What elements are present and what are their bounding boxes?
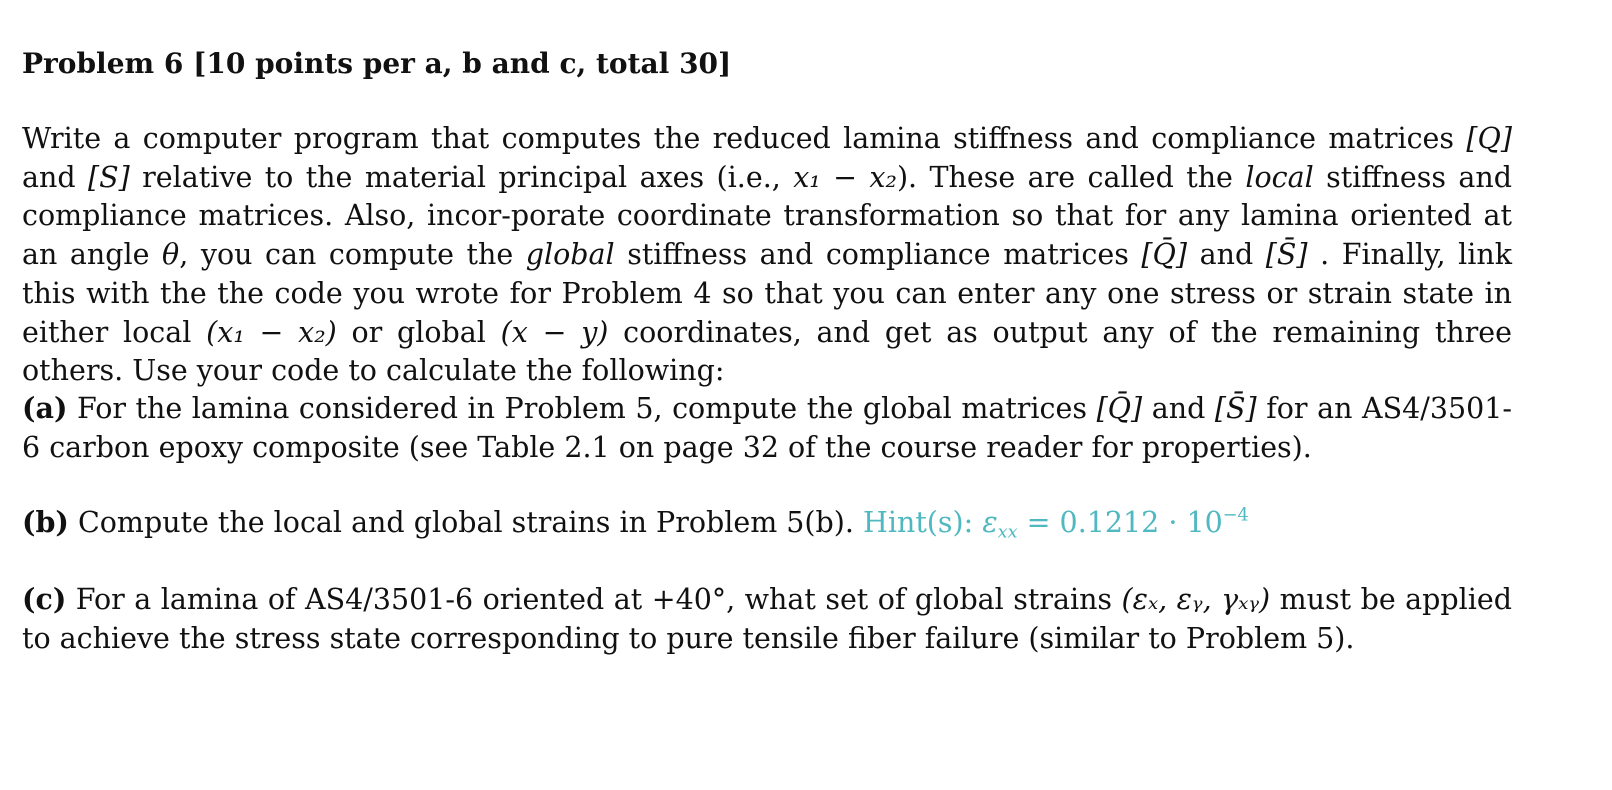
global-emphasis: global <box>525 238 615 272</box>
hint-epsilon: ε <box>982 506 998 539</box>
part-a-sbar: [S̄] <box>1214 392 1257 425</box>
hint-value: = 0.1212 · 10 <box>1017 506 1223 539</box>
intro-text-6: stiffness and compliance matrices <box>614 238 1142 272</box>
part-a-qbar: [Q̄] <box>1096 392 1143 425</box>
part-c-text-1: For a lamina of AS4/3501-6 oriented at <box>66 583 652 616</box>
part-a-text-2: for an AS4/3501-6 carbon epoxy composite (see Table 2.1 on page 32 of the course reader for properties). <box>22 392 1512 464</box>
stiffness-matrix-q: [Q] <box>1466 122 1512 155</box>
global-stiffness-matrix-qbar: [Q̄] <box>1141 238 1188 272</box>
part-a-and: and <box>1142 392 1215 425</box>
part-b-text-1: Compute the local and global strains in Problem 5(b). <box>68 506 864 539</box>
hint-exponent: −4 <box>1222 505 1249 526</box>
intro-text-3: ). These are called the <box>896 160 1246 194</box>
part-a <box>22 389 1512 467</box>
intro-text-4: stiffness and compliance matrices. Also, incor-porate coordinate transformation so that for any lamina oriented at an angle <box>22 160 1513 272</box>
global-strains-vector: (εₓ, εᵧ, γₓᵧ) <box>1121 583 1271 616</box>
part-b <box>22 503 1512 543</box>
hint <box>863 505 1249 543</box>
intro-text-7: . Finally, link this with the the code you wrote for Problem 4 so that you can enter any one stress or strain state in either local <box>22 238 1512 349</box>
part-b-label: (b) <box>22 505 69 539</box>
intro-text-8: or global <box>336 315 501 349</box>
orientation-angle: +40° <box>651 583 727 616</box>
intro-text-1: Write a computer program that computes the reduced lamina stiffness and compliance matrices <box>22 122 1467 155</box>
part-c-label: (c) <box>22 582 67 616</box>
part-c-text-2: , what set of global strains <box>726 583 1122 616</box>
part-a-text-1: For the lamina considered in Problem 5, compute the global matrices <box>67 392 1097 425</box>
intro-text-5: , you can compute the <box>179 238 526 272</box>
compliance-matrix-s: [S] <box>88 160 130 194</box>
intro-text-9: coordinates, and get as output any of the remaining three others. Use your code to calculate the following: <box>22 315 1512 388</box>
problem-title: Problem 6 [10 points per a, b and c, total 30] <box>22 47 732 80</box>
problem-intro <box>22 120 1512 391</box>
hint-subscript: xx <box>997 522 1018 543</box>
local-axes-expression: x₁ − x₂ <box>793 160 897 194</box>
intro-and-1: and <box>22 160 88 194</box>
part-c <box>22 580 1512 658</box>
global-compliance-matrix-sbar: [S̄] <box>1265 238 1308 272</box>
intro-and-2: and <box>1187 238 1266 272</box>
part-c-text-3: must be applied to achieve the stress state corresponding to pure tensile fiber failure (similar to Problem 5). <box>22 583 1512 655</box>
part-a-label: (a) <box>22 391 68 425</box>
theta-symbol: θ <box>162 238 180 272</box>
global-coordinates: (x − y) <box>500 315 609 349</box>
local-emphasis: local <box>1245 160 1314 194</box>
hint-label: Hint(s): <box>863 506 983 539</box>
intro-text-2: relative to the material principal axes (i.e., <box>129 160 794 194</box>
local-coordinates: (x₁ − x₂) <box>206 315 337 349</box>
